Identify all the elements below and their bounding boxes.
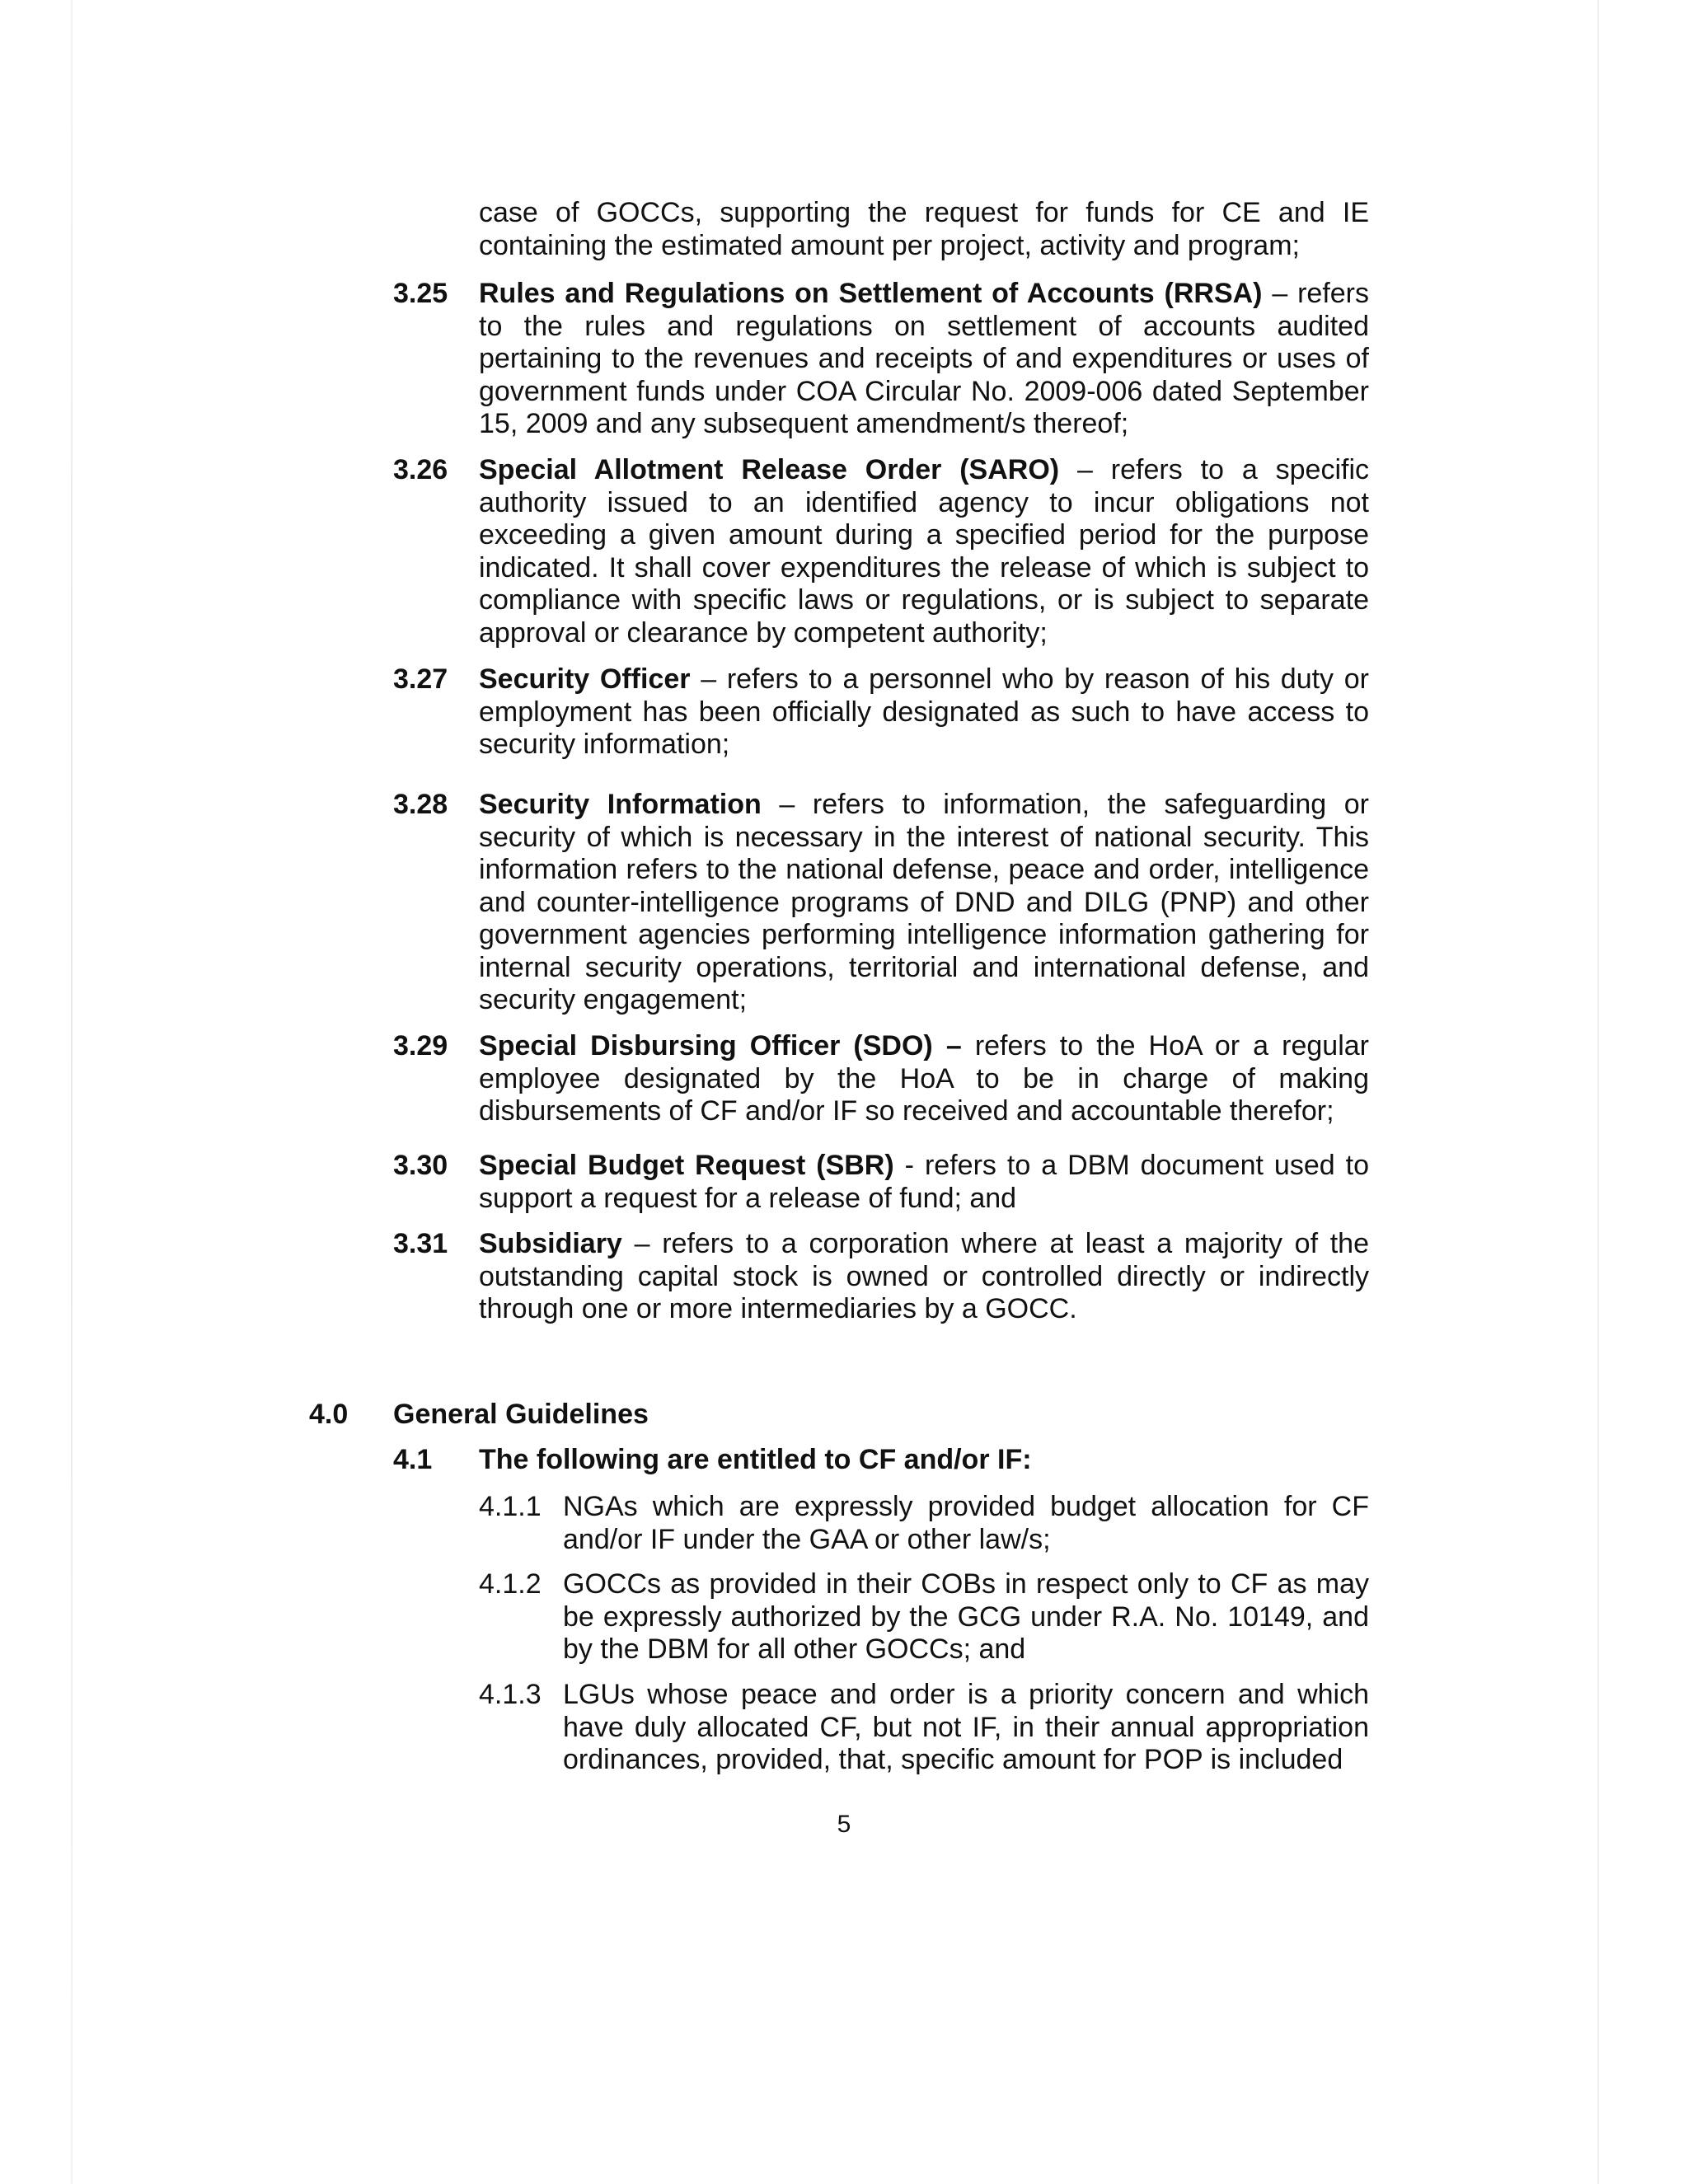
definition-3-27 <box>393 663 1369 762</box>
definition-3-30 <box>393 1150 1369 1215</box>
definition-text: – refers to information, the safeguarding or security of which is necessary in the interest of national security. This information refers to the national defense, peace and order, intelligence and counter-intelligence programs of DND and DILG (PNP) and other government agencies performing intelligence information gathering for internal security operations, territorial and international defense, and security engagement; <box>479 789 1369 1015</box>
definition-number: 3.30 <box>393 1150 448 1181</box>
list-item-4-1-1 <box>479 1491 1369 1556</box>
page-number: 5 <box>837 1811 851 1838</box>
definition-text: – refers to a corporation where at least a majority of the outstanding capital stock is owned or controlled directly or indirectly through one or more intermediaries by a GOCC. <box>479 1228 1370 1324</box>
section-title: General Guidelines <box>393 1399 649 1430</box>
definition-term: Special Disbursing Officer (SDO) – <box>479 1030 962 1062</box>
list-item-text: NGAs which are expressly provided budget allocation for CF and/or IF under the GAA or other law/s; <box>563 1491 1369 1555</box>
definition-3-28 <box>393 789 1369 1017</box>
definition-number: 3.26 <box>393 454 448 485</box>
list-item-number: 4.1.3 <box>479 1679 542 1710</box>
subsection-number: 4.1 <box>393 1444 433 1475</box>
section-number: 4.0 <box>309 1399 349 1430</box>
definition-text: – refers to the rules and regulations on settlement of accounts audited pertaining to the revenues and receipts of and expenditures or uses of government funds under COA Circular No. 2009-006 dated September 15, 2009 and any subsequent amendment/s thereof; <box>479 278 1370 439</box>
definition-term: Security Officer <box>479 663 691 695</box>
definition-term: Rules and Regulations on Settlement of Accounts (RRSA) <box>479 278 1263 309</box>
definition-text: – refers to a specific authority issued to an identified agency to incur obligations not exceeding a given amount during a specified period for the purpose indicated. It shall cover expenditures the release of which is subject to compliance with specific laws or regulations, or is subject to separate approval or clearance by competent authority; <box>479 454 1369 649</box>
list-item-text: GOCCs as provided in their COBs in respect only to CF as may be expressly authorized by the GCG under R.A. No. 10149, and by the DBM for all other GOCCs; and <box>563 1568 1369 1665</box>
definition-number: 3.27 <box>393 663 448 695</box>
list-item-number: 4.1.1 <box>479 1491 542 1522</box>
subsection-title: The following are entitled to CF and/or IF: <box>479 1444 1032 1475</box>
definition-text: refers to the HoA or a regular employee designated by the HoA to be in charge of making disbursements of CF and/or IF so received and accountable therefor; <box>479 1030 1369 1127</box>
continuation-paragraph: case of GOCCs, supporting the request for funds for CE and IE containing the estimated amount per project, activity and program; <box>479 197 1369 261</box>
scan-edge-shadow <box>71 0 73 2184</box>
list-item-4-1-3 <box>479 1679 1369 1777</box>
definition-term: Special Budget Request (SBR) <box>479 1150 894 1181</box>
definition-3-25 <box>393 278 1369 441</box>
definition-3-29 <box>393 1030 1369 1128</box>
definition-text: – refers to a personnel who by reason of his duty or employment has been officially designated as such to have access to security information; <box>479 663 1369 760</box>
definition-term: Special Allotment Release Order (SARO) <box>479 454 1060 485</box>
scan-edge-shadow-right <box>1597 0 1599 2184</box>
definition-term: Subsidiary <box>479 1228 622 1259</box>
definition-3-26 <box>393 454 1369 649</box>
definition-number: 3.28 <box>393 789 448 820</box>
definition-text: - refers to a DBM document used to support a request for a release of fund; and <box>479 1150 1369 1214</box>
definition-3-31 <box>393 1228 1369 1326</box>
definition-term: Security Information <box>479 789 762 820</box>
definition-number: 3.25 <box>393 278 448 309</box>
list-item-number: 4.1.2 <box>479 1568 542 1600</box>
list-item-4-1-2 <box>479 1568 1369 1666</box>
definition-number: 3.31 <box>393 1228 448 1259</box>
list-item-text: LGUs whose peace and order is a priority concern and which have duly allocated CF, but not IF, in their annual appropriation ordinances, provided, that, specific amount for POP is included <box>563 1679 1369 1775</box>
definition-number: 3.29 <box>393 1030 448 1062</box>
